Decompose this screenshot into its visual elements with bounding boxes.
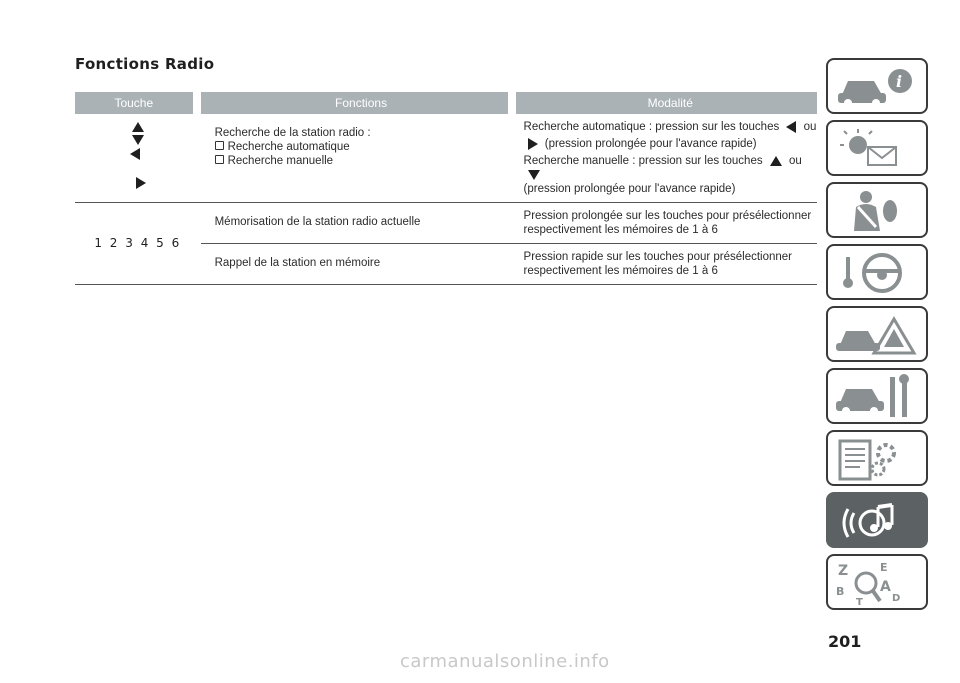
svg-text:Z: Z: [838, 563, 849, 579]
svg-text:i: i: [896, 72, 903, 91]
modality-text: Recherche automatique : pression sur les touches ou: [523, 121, 817, 133]
tab-driving[interactable]: [826, 244, 928, 300]
technical-data-icon: [834, 435, 920, 483]
page-number: 201: [828, 632, 862, 651]
chapter-sidebar: [826, 58, 928, 616]
car-maintenance-icon: [834, 373, 920, 421]
seatbelt-airbag-icon: [834, 187, 920, 235]
radio-functions-table: [75, 92, 817, 285]
index-icon: [834, 559, 920, 607]
arrow-right-icon: [528, 138, 538, 150]
list-item: Recherche manuelle: [215, 154, 516, 168]
header-modalite: Modalité: [516, 92, 817, 114]
function-cell: [201, 114, 516, 203]
modality-cell: Pression prolongée sur les touches pour présélectionner respectivement les mémoires de 1 à 6: [516, 203, 817, 244]
arrow-right-icon: [136, 177, 146, 189]
tab-multimedia[interactable]: [826, 492, 928, 548]
arrow-left-icon: [786, 121, 796, 133]
car-info-icon: [834, 63, 920, 111]
watermark: carmanualsonline.info: [400, 651, 610, 672]
svg-text:E: E: [880, 561, 888, 574]
preset-keys: 1 2 3 4 5 6: [94, 236, 182, 250]
tab-index[interactable]: [826, 554, 928, 610]
table-row: [75, 203, 817, 244]
modality-text: (pression prolongée pour l'avance rapide): [523, 183, 736, 195]
arrow-up-icon: [770, 156, 782, 166]
function-intro: Recherche de la station radio :: [214, 127, 371, 139]
function-cell: Mémorisation de la station radio actuelle: [201, 203, 516, 244]
table-row: [75, 114, 817, 203]
modality-text: (pression prolongée pour l'avance rapide): [524, 137, 817, 151]
svg-text:A: A: [880, 579, 891, 595]
steering-wheel-icon: [834, 249, 920, 297]
bullet-icon: [215, 155, 224, 164]
tab-safety[interactable]: [826, 182, 928, 238]
tab-warning-lights[interactable]: [826, 120, 928, 176]
tab-maintenance[interactable]: [826, 368, 928, 424]
modality-cell: [516, 114, 817, 203]
car-emergency-icon: [834, 311, 920, 359]
tab-technical-data[interactable]: [826, 430, 928, 486]
arrow-left-icon: [130, 148, 140, 160]
warning-lights-icon: [834, 125, 920, 173]
function-cell: Rappel de la station en mémoire: [201, 244, 516, 285]
list-item: Recherche automatique: [215, 140, 516, 154]
table-header-row: [75, 92, 817, 114]
svg-text:B: B: [836, 585, 845, 598]
svg-text:D: D: [892, 593, 901, 604]
key-cell: [75, 203, 201, 285]
key-cell: [75, 114, 201, 203]
header-fonctions: Fonctions: [201, 92, 516, 114]
section-title: Fonctions Radio: [75, 55, 215, 73]
modality-text: Recherche manuelle : pression sur les touches ou: [524, 154, 817, 182]
tab-emergency[interactable]: [826, 306, 928, 362]
tab-car-info[interactable]: [826, 58, 928, 114]
header-touche: Touche: [75, 92, 201, 114]
svg-text:T: T: [856, 597, 863, 607]
bullet-icon: [215, 141, 224, 150]
arrow-down-icon: [132, 135, 144, 145]
arrow-up-icon: [132, 122, 144, 132]
modality-cell: Pression rapide sur les touches pour présélectionner respectivement les mémoires de 1 à 6: [516, 244, 817, 285]
multimedia-icon: [834, 497, 920, 545]
arrow-down-icon: [528, 170, 540, 180]
